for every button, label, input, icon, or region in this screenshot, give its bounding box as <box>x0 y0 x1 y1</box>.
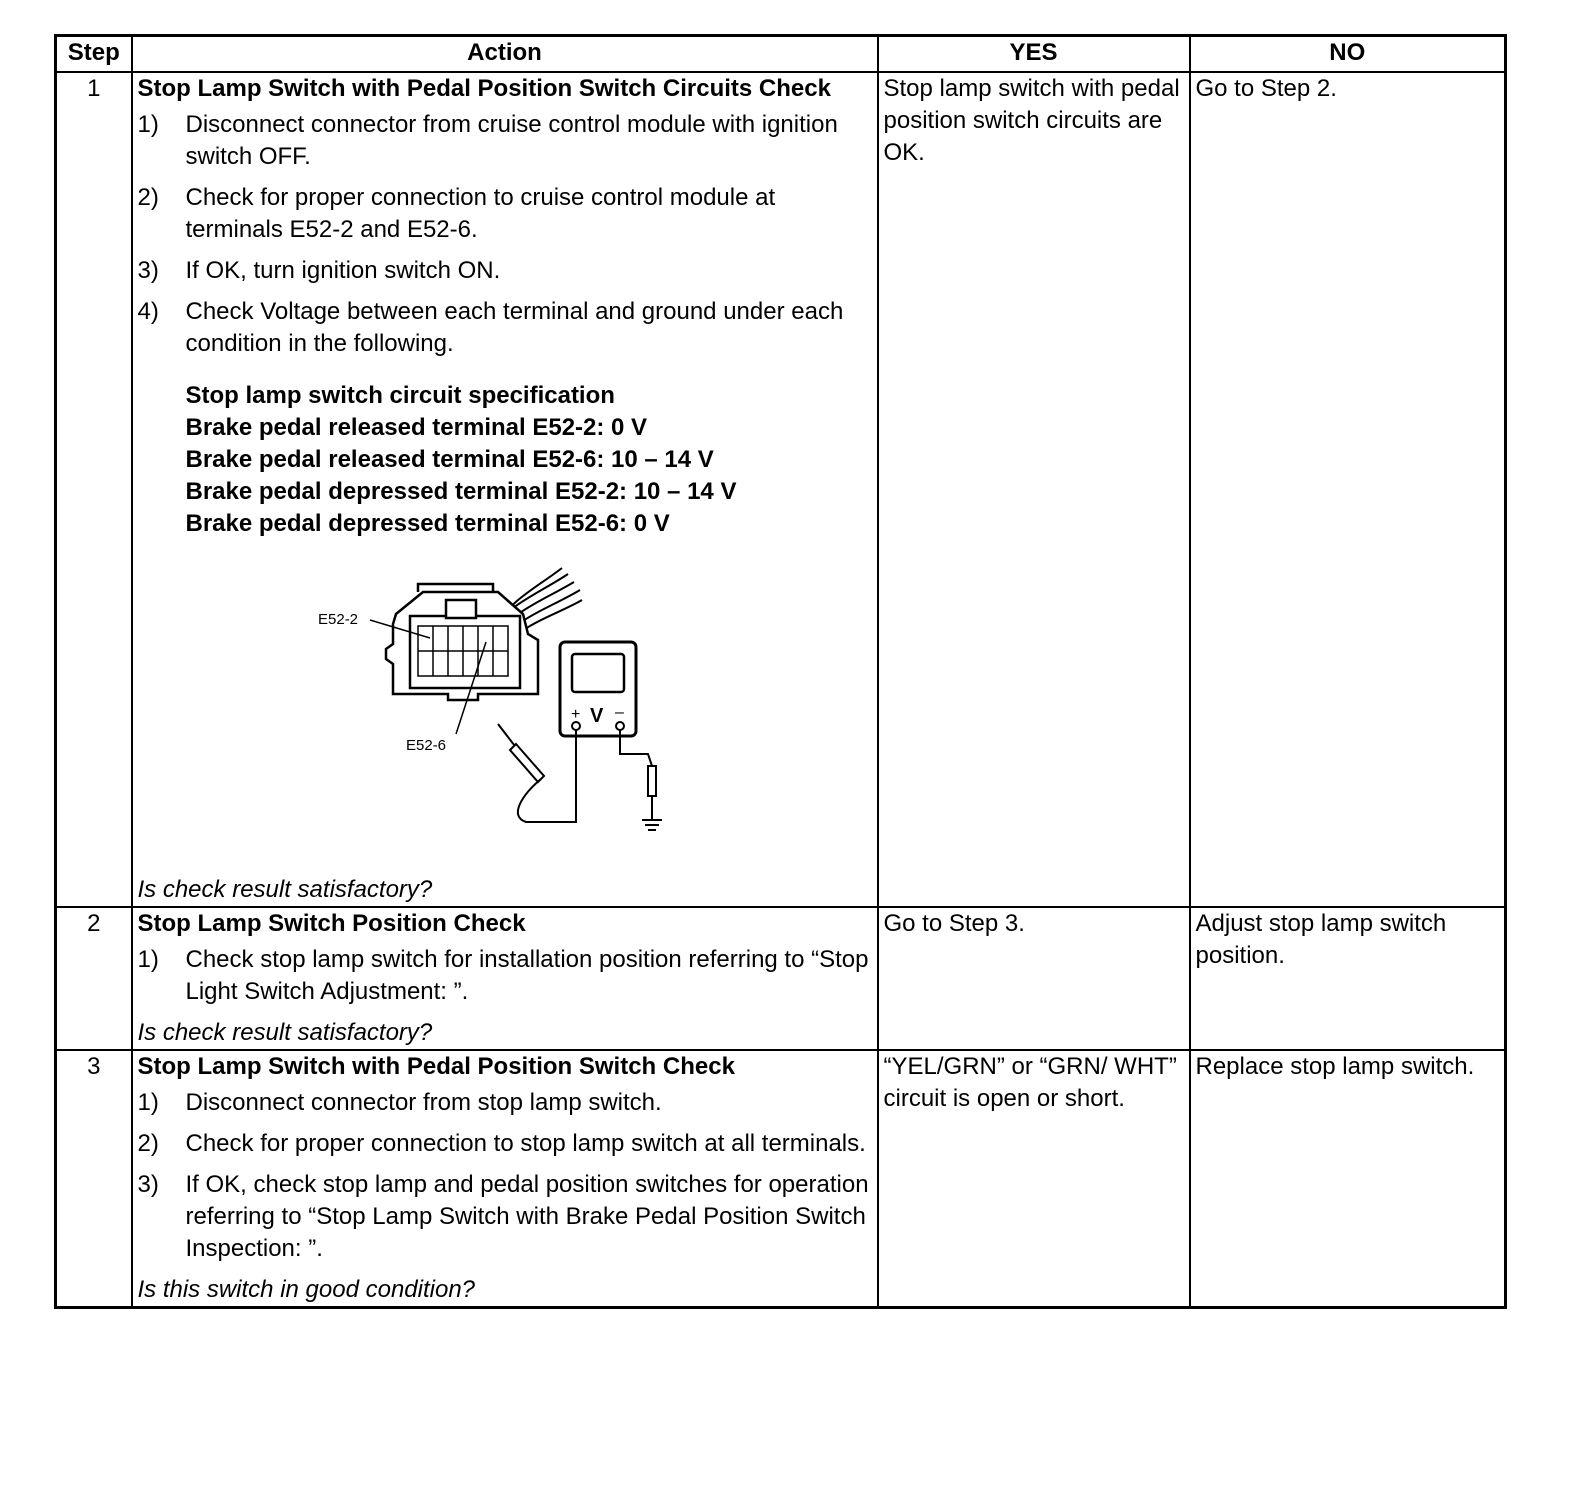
table-row <box>56 72 1506 907</box>
header-action: Action <box>132 36 878 73</box>
label-e52-6: E52-6 <box>405 737 446 754</box>
yes-cell: Go to Step 3. <box>878 907 1190 1050</box>
spec-line: Brake pedal released terminal E52-6: 10 – 14 V <box>185 446 714 473</box>
step-title: Stop Lamp Switch with Pedal Position Switch Circuits Check <box>137 75 831 102</box>
no-cell: Go to Step 2. <box>1190 72 1506 907</box>
label-e52-2: E52-2 <box>317 611 358 628</box>
list-item: 2) Check for proper connection to stop lamp switch at all terminals. <box>137 1130 866 1157</box>
list-item: 3) If OK, turn ignition switch ON. <box>137 257 501 284</box>
list-item: 4) Check Voltage between each terminal and ground under each condition in the following. <box>137 298 844 357</box>
step-number: 2 <box>56 907 132 1050</box>
yes-cell: “YEL/GRN” or “GRN/ WHT” circuit is open or short. <box>878 1050 1190 1308</box>
spec-line: Brake pedal released terminal E52-2: 0 V <box>185 414 648 441</box>
specification-block <box>186 380 872 540</box>
no-cell: Replace stop lamp switch. <box>1190 1050 1506 1308</box>
troubleshooting-table <box>54 34 1507 1309</box>
meter-plus: + <box>570 706 580 723</box>
action-cell <box>132 1050 878 1308</box>
connector-voltmeter-diagram <box>138 554 872 874</box>
spec-line: Brake pedal depressed terminal E52-2: 10 – 14 V <box>185 478 737 505</box>
ground-lead-icon <box>620 730 662 830</box>
header-step: Step <box>56 36 132 73</box>
action-list <box>138 944 872 1008</box>
question: Is check result satisfactory? <box>137 876 433 903</box>
header-yes: YES <box>878 36 1190 73</box>
list-item: 1) Check stop lamp switch for installation position referring to “Stop Light Switch Adjustment: ”. <box>137 946 869 1005</box>
table-row <box>56 1050 1506 1308</box>
meter-v: V <box>589 705 603 727</box>
action-cell <box>132 72 878 907</box>
list-item: 1) Disconnect connector from cruise control module with ignition switch OFF. <box>137 111 838 170</box>
action-list <box>138 1087 872 1265</box>
voltmeter-icon <box>560 642 636 736</box>
spec-title: Stop lamp switch circuit specification <box>185 382 615 409</box>
step-number: 3 <box>56 1050 132 1308</box>
step-title: Stop Lamp Switch with Pedal Position Switch Check <box>137 1053 735 1080</box>
test-probe-icon <box>498 724 576 822</box>
spec-line: Brake pedal depressed terminal E52-6: 0 V <box>185 510 670 537</box>
no-cell: Adjust stop lamp switch position. <box>1190 907 1506 1050</box>
yes-cell: Stop lamp switch with pedal position switch circuits are OK. <box>878 72 1190 907</box>
header-row <box>56 36 1506 73</box>
meter-minus: – <box>614 704 624 721</box>
diagram-svg <box>318 554 698 864</box>
question: Is this switch in good condition? <box>137 1276 476 1303</box>
action-list <box>138 109 872 360</box>
step-title: Stop Lamp Switch Position Check <box>137 910 526 937</box>
list-item: 1) Disconnect connector from stop lamp switch. <box>137 1089 662 1116</box>
question: Is check result satisfactory? <box>137 1019 433 1046</box>
header-no: NO <box>1190 36 1506 73</box>
action-cell <box>132 907 878 1050</box>
list-item: 3) If OK, check stop lamp and pedal position switches for operation referring to “Stop Lamp Switch with Brake Pedal Position Switch Inspection: ”. <box>137 1171 869 1262</box>
step-number: 1 <box>56 72 132 907</box>
list-item: 2) Check for proper connection to cruise control module at terminals E52-2 and E52-6. <box>137 184 776 243</box>
table-row <box>56 907 1506 1050</box>
